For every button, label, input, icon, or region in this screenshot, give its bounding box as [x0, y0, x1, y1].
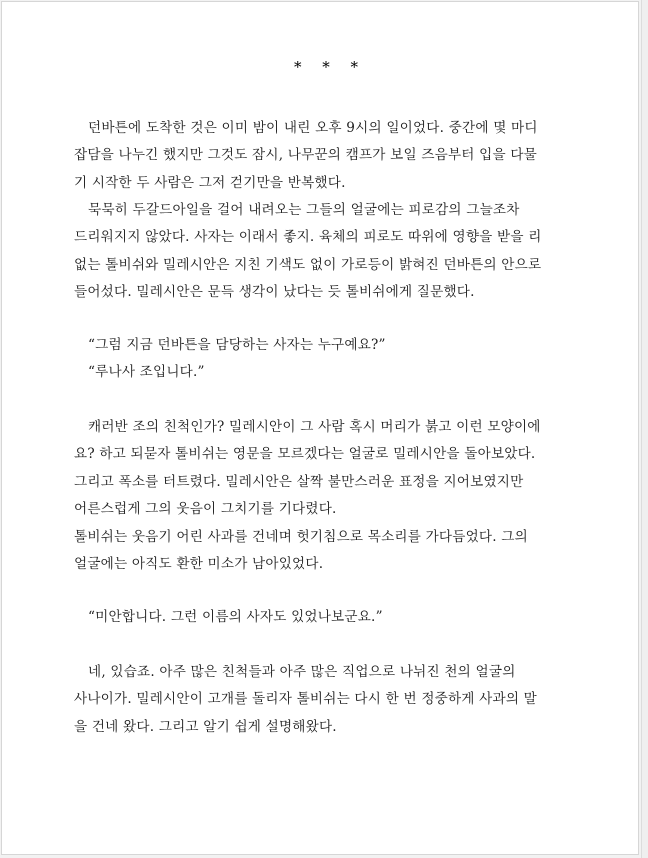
paragraph — [74, 659, 554, 741]
text-line: 네, 있습죠. 아주 많은 친척들과 아주 많은 직업으로 나뉘진 천의 얼굴의 — [88, 664, 516, 680]
text-line: 어른스럽게 그의 웃음이 그치기를 기다렸다. — [74, 501, 337, 518]
text-line: 캐러반 조의 친척인가? 밀레시안이 그 사람 혹시 머리가 붉고 이런 모양이에 — [88, 419, 541, 435]
dialogue-line: “미안합니다. 그런 이름의 사자도 있었나보군요.” — [88, 609, 383, 625]
text-line: 없는 톨비쉬와 밀레시안은 지친 기색도 없이 가로등이 밝혀진 던바튼의 안으로 — [74, 256, 542, 273]
text-line: 잡담을 나누긴 했지만 그것도 잠시, 나무꾼의 캠프가 보일 즈음부터 입을 다물 — [74, 147, 538, 164]
text-line: 드리워지지 않았다. 사자는 이래서 좋지. 육체의 피로도 따위에 영향을 받을 리 — [74, 229, 542, 246]
paragraph — [74, 197, 554, 307]
text-line: 기 시작한 두 사람은 그저 걷기만을 반복했다. — [74, 174, 346, 191]
text-line: 톨비쉬는 웃음기 어린 사과를 건네며 헛기침으로 목소리를 가다듬었다. 그의 — [74, 528, 528, 545]
text-line: 들어섰다. 밀레시안은 문득 생각이 났다는 듯 톨비쉬에게 질문했다. — [74, 284, 475, 301]
dialogue-line: “루나사 조입니다.” — [88, 364, 205, 381]
text-line: 을 건네 왔다. 그리고 알기 쉽게 설명해왔다. — [74, 718, 337, 735]
text-line: 묵묵히 두갈드아일을 걸어 내려오는 그들의 얼굴에는 피로감의 그늘조차 — [88, 202, 520, 218]
document-page — [1, 1, 639, 855]
separator-asterisk: * — [322, 58, 330, 76]
paragraph — [74, 115, 554, 197]
paragraph — [74, 414, 554, 578]
scrollbar[interactable] — [641, 0, 648, 858]
separator-asterisk: * — [293, 58, 302, 76]
text-line: 얼굴에는 아직도 환한 미소가 남아있었다. — [74, 555, 324, 572]
dialogue — [74, 332, 554, 387]
text-line: 던바튼에 도착한 것은 이미 밤이 내린 오후 9시의 일이었다. 중간에 몇 마디 — [88, 120, 538, 136]
dialogue — [74, 604, 554, 631]
dialogue-line: “그럼 지금 던바튼을 담당하는 사자는 누구예요?” — [88, 337, 386, 353]
separator-asterisk: * — [350, 58, 359, 76]
text-line: 사나이가. 밀레시안이 고개를 돌리자 톨비쉬는 다시 한 번 정중하게 사과의 말 — [74, 691, 538, 708]
text-line: 그리고 폭소를 터트렸다. 밀레시안은 살짝 불만스러운 표정을 지어보였지만 — [74, 473, 524, 490]
text-line: 요? 하고 되묻자 톨비쉬는 영문을 모르겠다는 얼굴로 밀레시안을 돌아보았다. — [74, 446, 536, 463]
section-separator — [2, 58, 648, 76]
